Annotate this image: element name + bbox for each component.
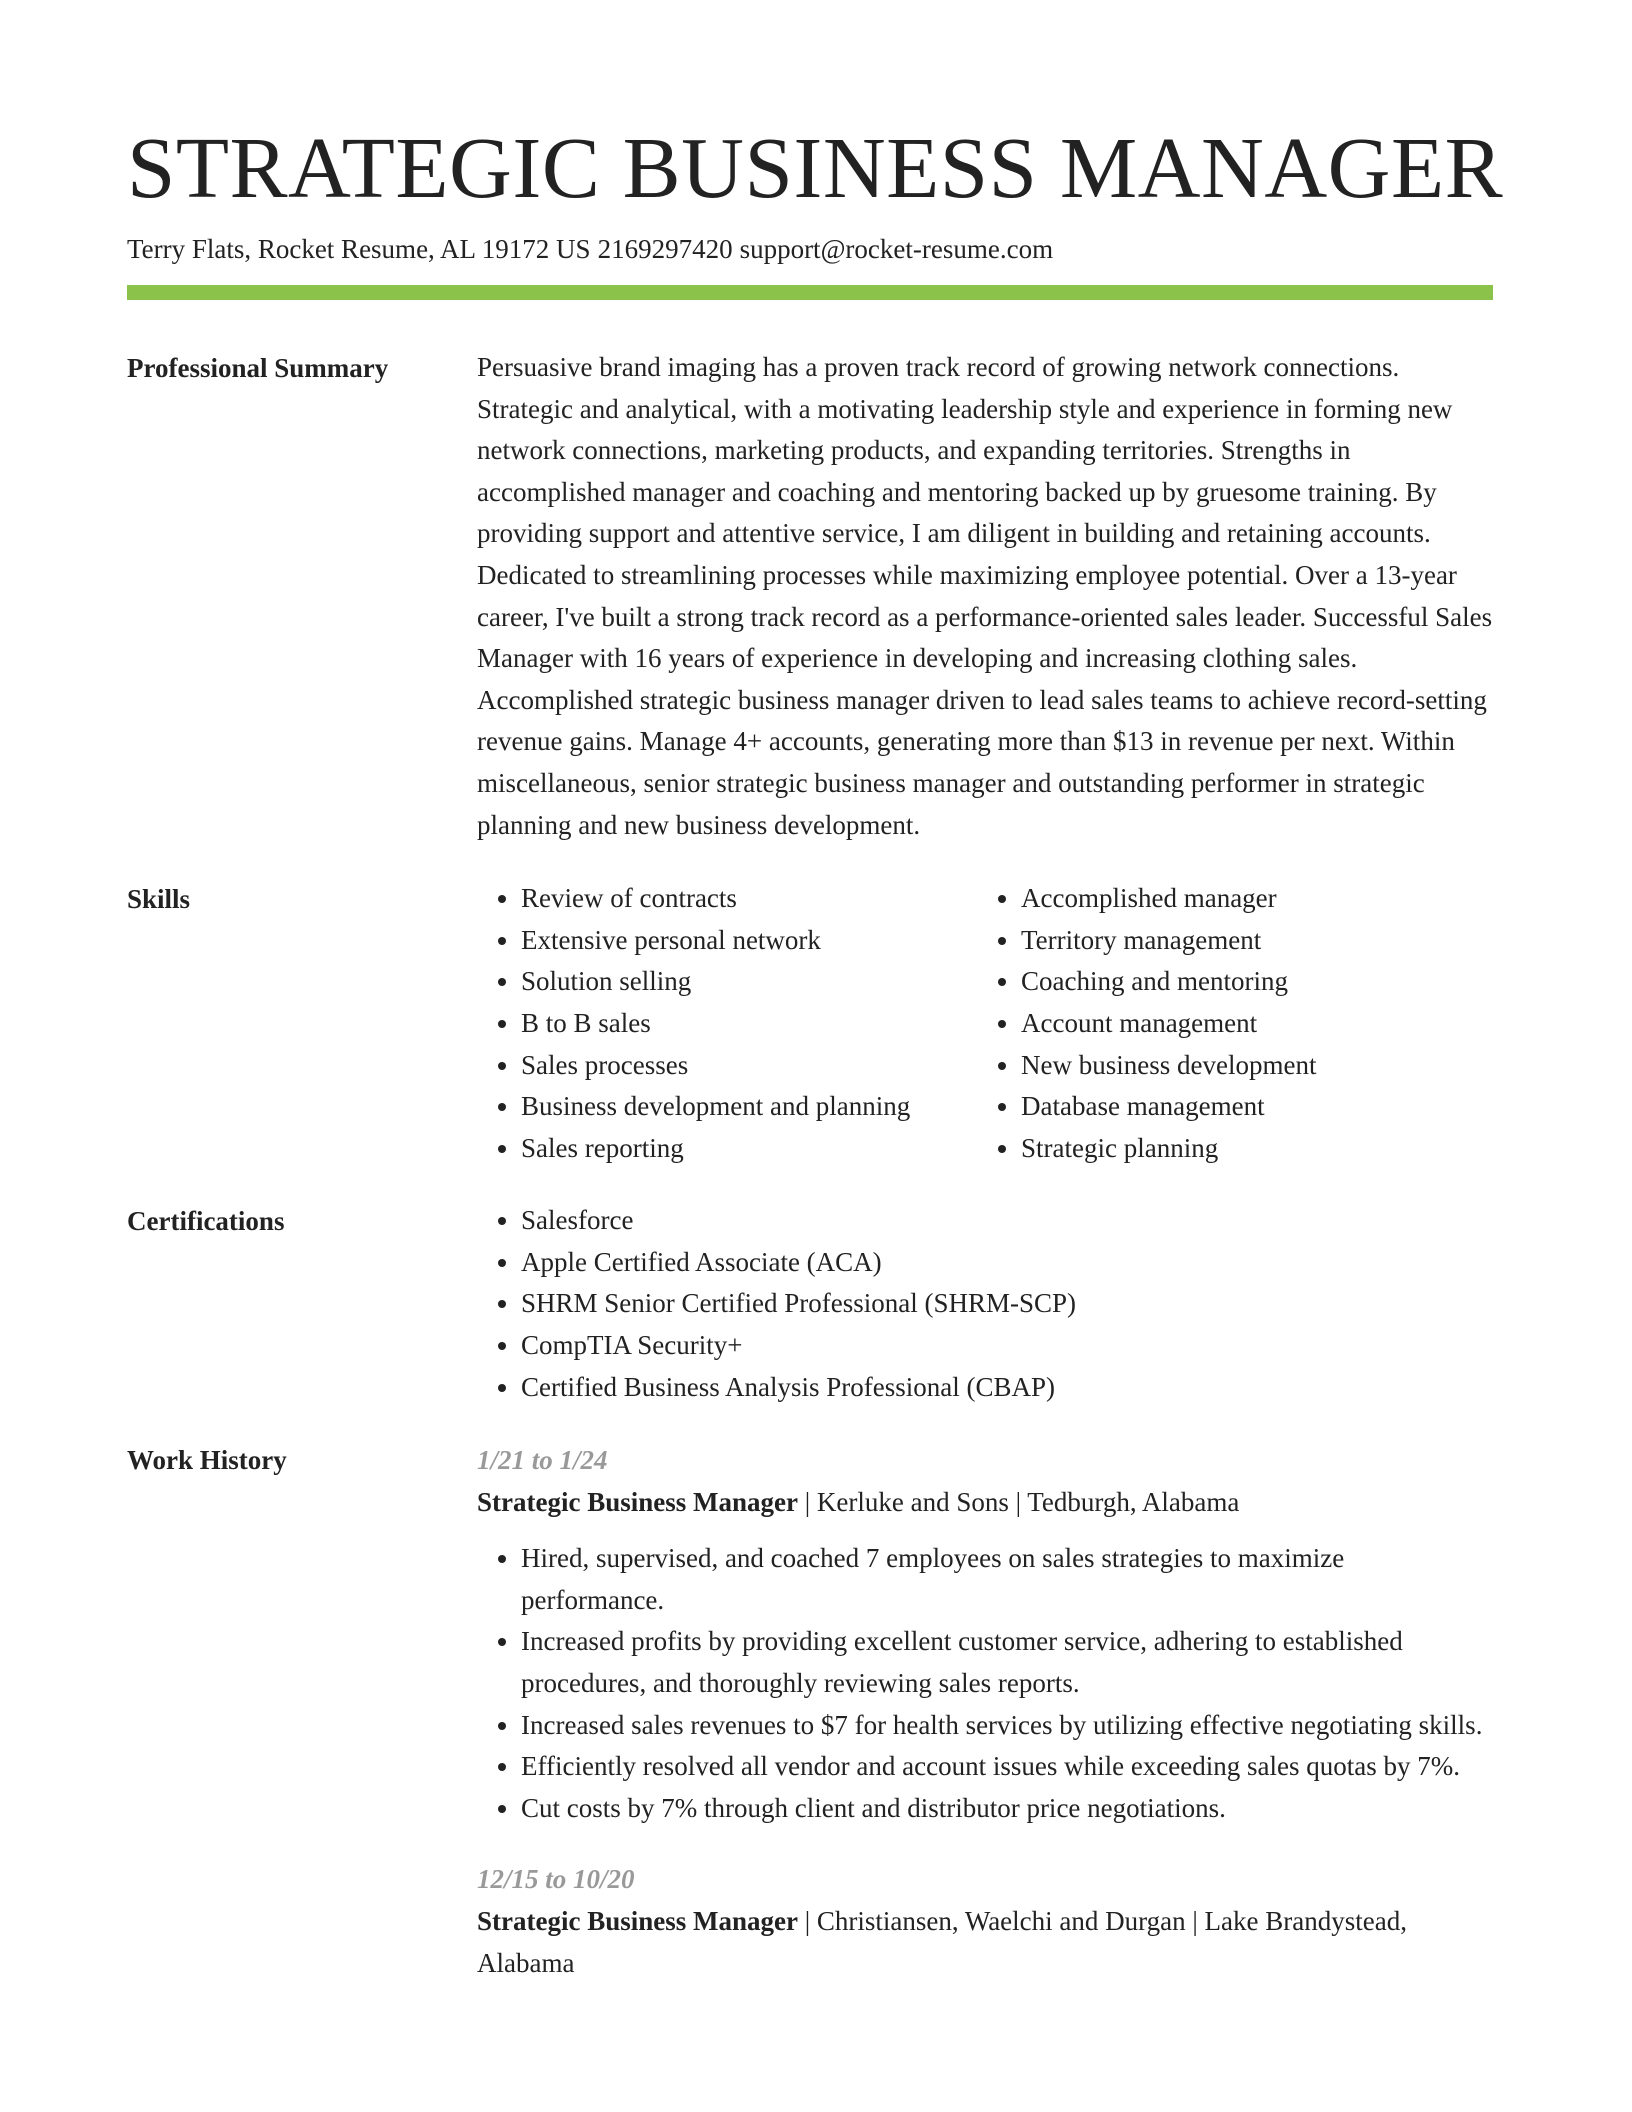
job-bullet: • Hired, supervised, and coached 7 employees on sales strategies to maximize performance. bbox=[521, 1538, 1493, 1621]
skill-item: • Sales reporting bbox=[521, 1128, 977, 1170]
skill-item: • Database management bbox=[1021, 1086, 1477, 1128]
skills-list-left bbox=[477, 878, 977, 1169]
skill-item: • New business development bbox=[1021, 1045, 1477, 1087]
job-dates: 12/15 to 10/20 bbox=[477, 1864, 635, 1895]
certifications-list bbox=[477, 1200, 1493, 1408]
certification-item: • Certified Business Analysis Professional (CBAP) bbox=[521, 1367, 1493, 1409]
skill-item: • Account management bbox=[1021, 1003, 1477, 1045]
job-details: | Kerluke and Sons | Tedburgh, Alabama bbox=[797, 1487, 1240, 1518]
summary-heading: Professional Summary bbox=[127, 353, 389, 383]
job-heading bbox=[477, 1481, 1493, 1523]
skill-item: • Accomplished manager bbox=[1021, 878, 1477, 920]
skill-item: • Coaching and mentoring bbox=[1021, 961, 1477, 1003]
certification-item: • SHRM Senior Certified Professional (SHRM-SCP) bbox=[521, 1283, 1493, 1325]
skills-heading: Skills bbox=[127, 884, 191, 915]
summary-section bbox=[127, 347, 1493, 846]
job-details: | Christiansen, Waelchi and Durgan | Lake Brandystead, Alabama bbox=[477, 1906, 1407, 1979]
job-entry bbox=[477, 1439, 1493, 1829]
skill-item: • Review of contracts bbox=[521, 878, 977, 920]
certifications-heading: Certifications bbox=[127, 1206, 285, 1237]
job-bullet: • Cut costs by 7% through client and distributor price negotiations. bbox=[521, 1788, 1493, 1830]
certification-item: • Apple Certified Associate (ACA) bbox=[521, 1242, 1493, 1284]
skill-item: • B to B sales bbox=[521, 1003, 977, 1045]
certification-item: • Salesforce bbox=[521, 1200, 1493, 1242]
job-entry bbox=[477, 1858, 1493, 1984]
resume-page bbox=[127, 0, 1504, 1984]
contact-email: support@rocket-resume.com bbox=[739, 234, 1054, 264]
work-history-section bbox=[127, 1439, 1493, 1984]
skill-item: • Territory management bbox=[1021, 920, 1477, 962]
certifications-section bbox=[127, 1200, 1493, 1408]
candidate-name: STRATEGIC BUSINESS MANAGER bbox=[127, 119, 1504, 216]
job-heading bbox=[477, 1900, 1493, 1984]
job-dates: 1/21 to 1/24 bbox=[477, 1445, 608, 1476]
contact-line bbox=[127, 232, 1493, 266]
work-history-heading: Work History bbox=[127, 1445, 287, 1476]
skill-item: • Solution selling bbox=[521, 961, 977, 1003]
skill-item: • Sales processes bbox=[521, 1045, 977, 1087]
job-bullet: • Increased sales revenues to $7 for health services by utilizing effective negotiating skills. bbox=[521, 1705, 1493, 1747]
skills-section bbox=[127, 878, 1493, 1169]
skill-item: • Business development and planning bbox=[521, 1086, 977, 1128]
contact-address: Terry Flats, Rocket Resume, AL 19172 US bbox=[127, 234, 591, 264]
job-title: Strategic Business Manager bbox=[477, 1906, 798, 1937]
skill-item: • Extensive personal network bbox=[521, 920, 977, 962]
header-divider bbox=[127, 285, 1493, 300]
summary-text: Persuasive brand imaging has a proven track record of growing network connections. Strategic and analytical, with a motivating leadership style and experience in forming new network connections, marketing products, and expanding territories. Strengths in accomplished manager and coaching and mentoring backed up by gruesome training. By providing support and attentive service, I am diligent in building and retaining accounts. Dedicated to streamlining processes while maximizing employee potential. Over a 13-year career, I've built a strong track record as a performance-oriented sales leader. Successful Sales Manager with 16 years of experience in developing and increasing clothing sales. Accomplished strategic business manager driven to lead sales teams to achieve record-setting revenue gains. Manage 4+ accounts, generating more than $13 in revenue per next. Within miscellaneous, senior strategic business manager and outstanding performer in strategic planning and new business development. bbox=[477, 352, 1493, 840]
job-bullets bbox=[477, 1538, 1493, 1829]
certification-item: • CompTIA Security+ bbox=[521, 1325, 1493, 1367]
job-bullet: • Efficiently resolved all vendor and account issues while exceeding sales quotas by 7%. bbox=[521, 1746, 1493, 1788]
contact-phone: 2169297420 bbox=[597, 234, 733, 264]
job-bullet: • Increased profits by providing excellent customer service, adhering to established procedures, and thoroughly reviewing sales reports. bbox=[521, 1621, 1493, 1704]
skill-item: • Strategic planning bbox=[1021, 1128, 1477, 1170]
job-title: Strategic Business Manager bbox=[477, 1487, 798, 1518]
skills-list-right bbox=[977, 878, 1477, 1169]
